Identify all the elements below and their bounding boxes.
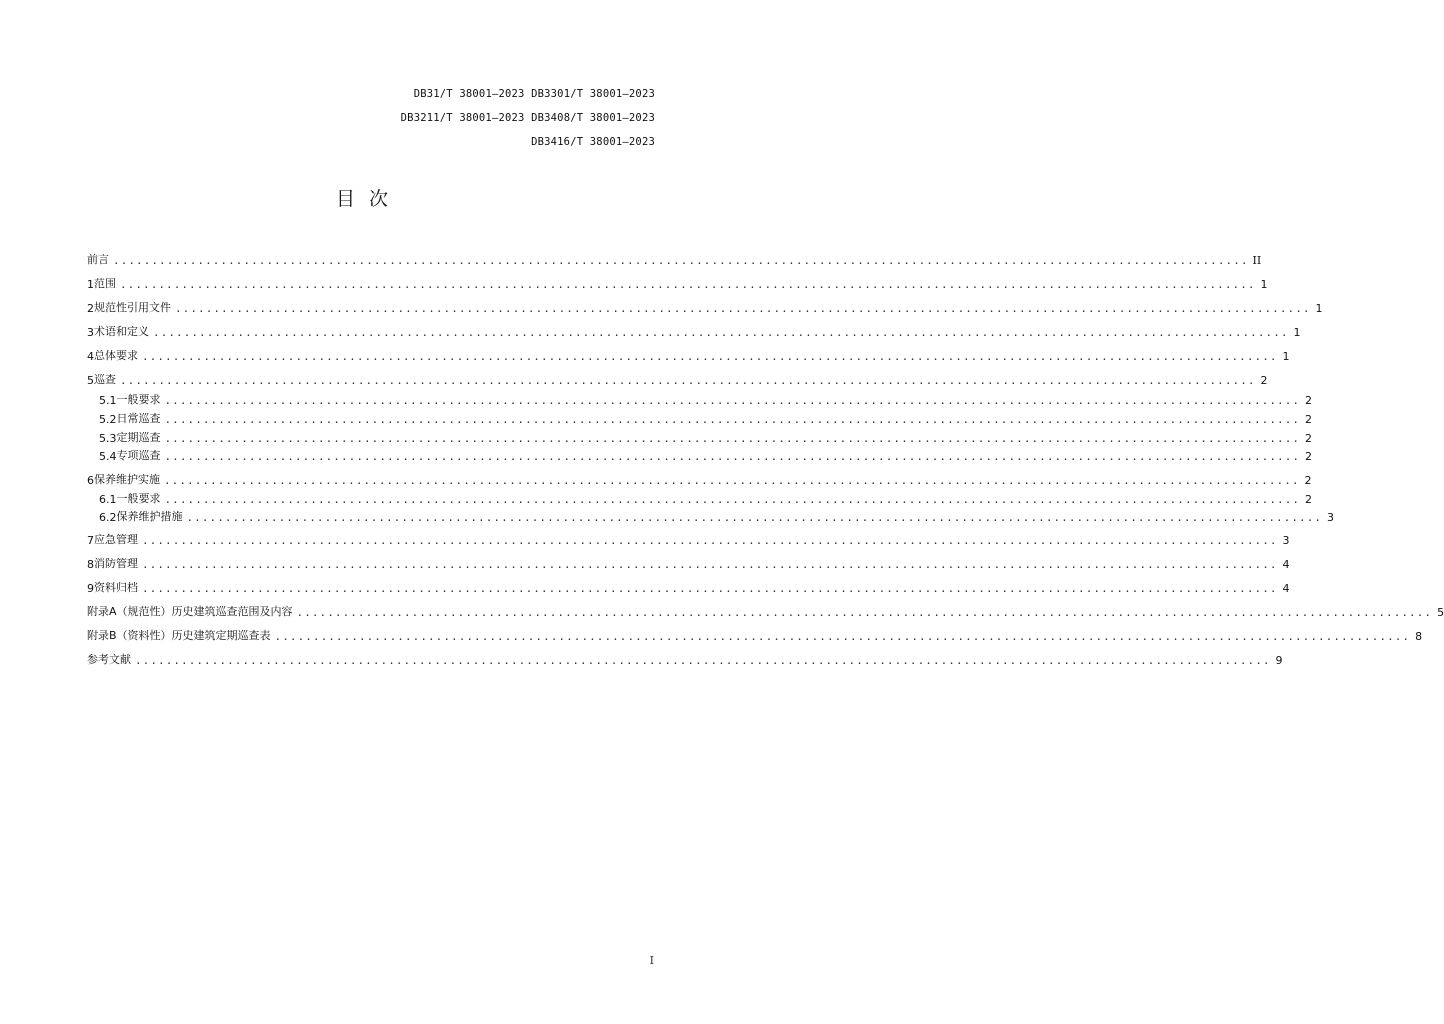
toc-entry-label: 范围 [94, 277, 116, 290]
toc-entry-label: 专项巡查 [116, 449, 161, 462]
toc-entry-number: 9 [87, 582, 94, 595]
toc-entry-number: 4 [87, 350, 94, 363]
toc-entry-number: 6.1 [99, 493, 117, 506]
toc-entry-number: 5.4 [99, 450, 117, 463]
toc-entry-number: 5.1 [99, 394, 117, 407]
toc-leader-dots: .................................................................................................................................................... [120, 278, 1256, 291]
toc-leader-dots: .................................................................................................................................................... [164, 432, 1301, 445]
toc-entry-foreword[interactable] [87, 251, 1262, 267]
toc-leader-dots: .................................................................................................................................................... [164, 394, 1301, 407]
toc-entry-label: 定期巡查 [116, 431, 161, 444]
toc-entry-page: 1 [1260, 278, 1268, 291]
toc-entry-5[interactable] [87, 371, 1268, 387]
toc-entry-label: 参考文献 [87, 653, 131, 666]
toc-entry-label: 术语和定义 [94, 325, 149, 338]
toc-entry-page: 2 [1305, 493, 1313, 506]
toc-entry-label: 一般要求 [116, 492, 161, 505]
toc-leader-dots: .................................................................................................................................................... [135, 654, 1271, 667]
toc-leader-dots: .................................................................................................................................................... [164, 474, 1300, 487]
toc-entry-5-2[interactable] [99, 410, 1313, 426]
toc-entry-label: 附录B（资料性）历史建筑定期巡查表 [87, 629, 271, 642]
toc-entry-label: 巡查 [94, 373, 116, 386]
toc-entry-page: 3 [1327, 511, 1335, 524]
toc-entry-label: 应急管理 [94, 533, 138, 546]
toc-entry-page: 3 [1282, 534, 1290, 547]
toc-entry-label: 总体要求 [94, 349, 138, 362]
toc-entry-7[interactable] [87, 531, 1290, 547]
toc-entry-5-1[interactable] [99, 391, 1313, 407]
header-code-line-2: DB3211/T 38001—2023 DB3408/T 38001—2023 [400, 112, 655, 124]
toc-entry-9[interactable] [87, 579, 1290, 595]
toc-entry-number: 8 [87, 558, 94, 571]
toc-entry-label: 一般要求 [116, 393, 161, 406]
header-code-line-3: DB3416/T 38001—2023 [531, 136, 655, 148]
toc-entry-6[interactable] [87, 471, 1312, 487]
toc-entry-number: 5.3 [99, 432, 117, 445]
toc-entry-number: 7 [87, 534, 94, 547]
toc-entry-6-2[interactable] [99, 508, 1335, 524]
toc-entry-label: 附录A（规范性）历史建筑巡查范围及内容 [87, 605, 293, 618]
toc-leader-dots: .................................................................................................................................................... [175, 302, 1311, 315]
toc-leader-dots: .................................................................................................................................................... [153, 326, 1289, 339]
toc-entry-number: 5 [87, 374, 94, 387]
toc-leader-dots: .................................................................................................................................................... [142, 582, 1278, 595]
header-code-line-1: DB31/T 38001—2023 DB3301/T 38001—2023 [413, 88, 655, 100]
toc-entry-2[interactable] [87, 299, 1323, 315]
page-title: 目次 [335, 188, 402, 210]
toc-entry-3[interactable] [87, 323, 1301, 339]
toc-leader-dots: .................................................................................................................................................... [164, 450, 1301, 463]
toc-entry-label: 前言 [87, 253, 109, 266]
toc-entry-page: II [1252, 254, 1262, 267]
toc-entry-label: 消防管理 [94, 557, 138, 570]
toc-entry-number: 6.2 [99, 511, 117, 524]
toc-entry-page: 5 [1437, 606, 1444, 619]
toc-leader-dots: .................................................................................................................................................... [186, 511, 1323, 524]
toc-entry-page: 4 [1282, 582, 1290, 595]
toc-leader-dots: .................................................................................................................................................... [142, 350, 1278, 363]
toc-entry-appendix-a[interactable] [87, 603, 1444, 619]
toc-entry-1[interactable] [87, 275, 1268, 291]
toc-entry-label: 资料归档 [94, 581, 138, 594]
toc-entry-page: 1 [1315, 302, 1323, 315]
toc-leader-dots: .................................................................................................................................................... [113, 254, 1249, 267]
toc-entry-page: 4 [1282, 558, 1290, 571]
toc-entry-references[interactable] [87, 651, 1283, 667]
toc-entry-8[interactable] [87, 555, 1290, 571]
toc-entry-number: 3 [87, 326, 94, 339]
toc-entry-number: 6 [87, 474, 94, 487]
toc-entry-label: 保养维护措施 [116, 510, 183, 523]
toc-entry-page: 2 [1305, 432, 1313, 445]
toc-entry-appendix-b[interactable] [87, 627, 1423, 643]
toc-entry-label: 规范性引用文件 [94, 301, 171, 314]
toc-leader-dots: .................................................................................................................................................... [142, 558, 1278, 571]
toc-entry-page: 8 [1415, 630, 1423, 643]
toc-entry-number: 5.2 [99, 413, 117, 426]
toc-entry-6-1[interactable] [99, 490, 1313, 506]
toc-leader-dots: .................................................................................................................................................... [164, 413, 1301, 426]
toc-entry-page: 2 [1305, 413, 1313, 426]
toc-leader-dots: .................................................................................................................................................... [142, 534, 1278, 547]
toc-entry-number: 2 [87, 302, 94, 315]
toc-entry-page: 2 [1305, 450, 1313, 463]
toc-entry-label: 保养维护实施 [94, 473, 160, 486]
toc-leader-dots: .................................................................................................................................................... [274, 630, 1411, 643]
toc-entry-4[interactable] [87, 347, 1290, 363]
toc-entry-label: 日常巡查 [116, 412, 161, 425]
toc-entry-page: 2 [1305, 394, 1313, 407]
toc-entry-page: 2 [1260, 374, 1268, 387]
toc-leader-dots: .................................................................................................................................................... [120, 374, 1256, 387]
toc-entry-page: 9 [1275, 654, 1283, 667]
toc-entry-page: 1 [1293, 326, 1301, 339]
toc-entry-5-3[interactable] [99, 429, 1313, 445]
toc-leader-dots: .................................................................................................................................................... [164, 493, 1301, 506]
toc-entry-number: 1 [87, 278, 94, 291]
toc-leader-dots: .................................................................................................................................................... [296, 606, 1433, 619]
toc-entry-page: 2 [1304, 474, 1312, 487]
footer-page-number: I [649, 954, 654, 967]
toc-entry-page: 1 [1282, 350, 1290, 363]
toc-entry-5-4[interactable] [99, 447, 1313, 463]
